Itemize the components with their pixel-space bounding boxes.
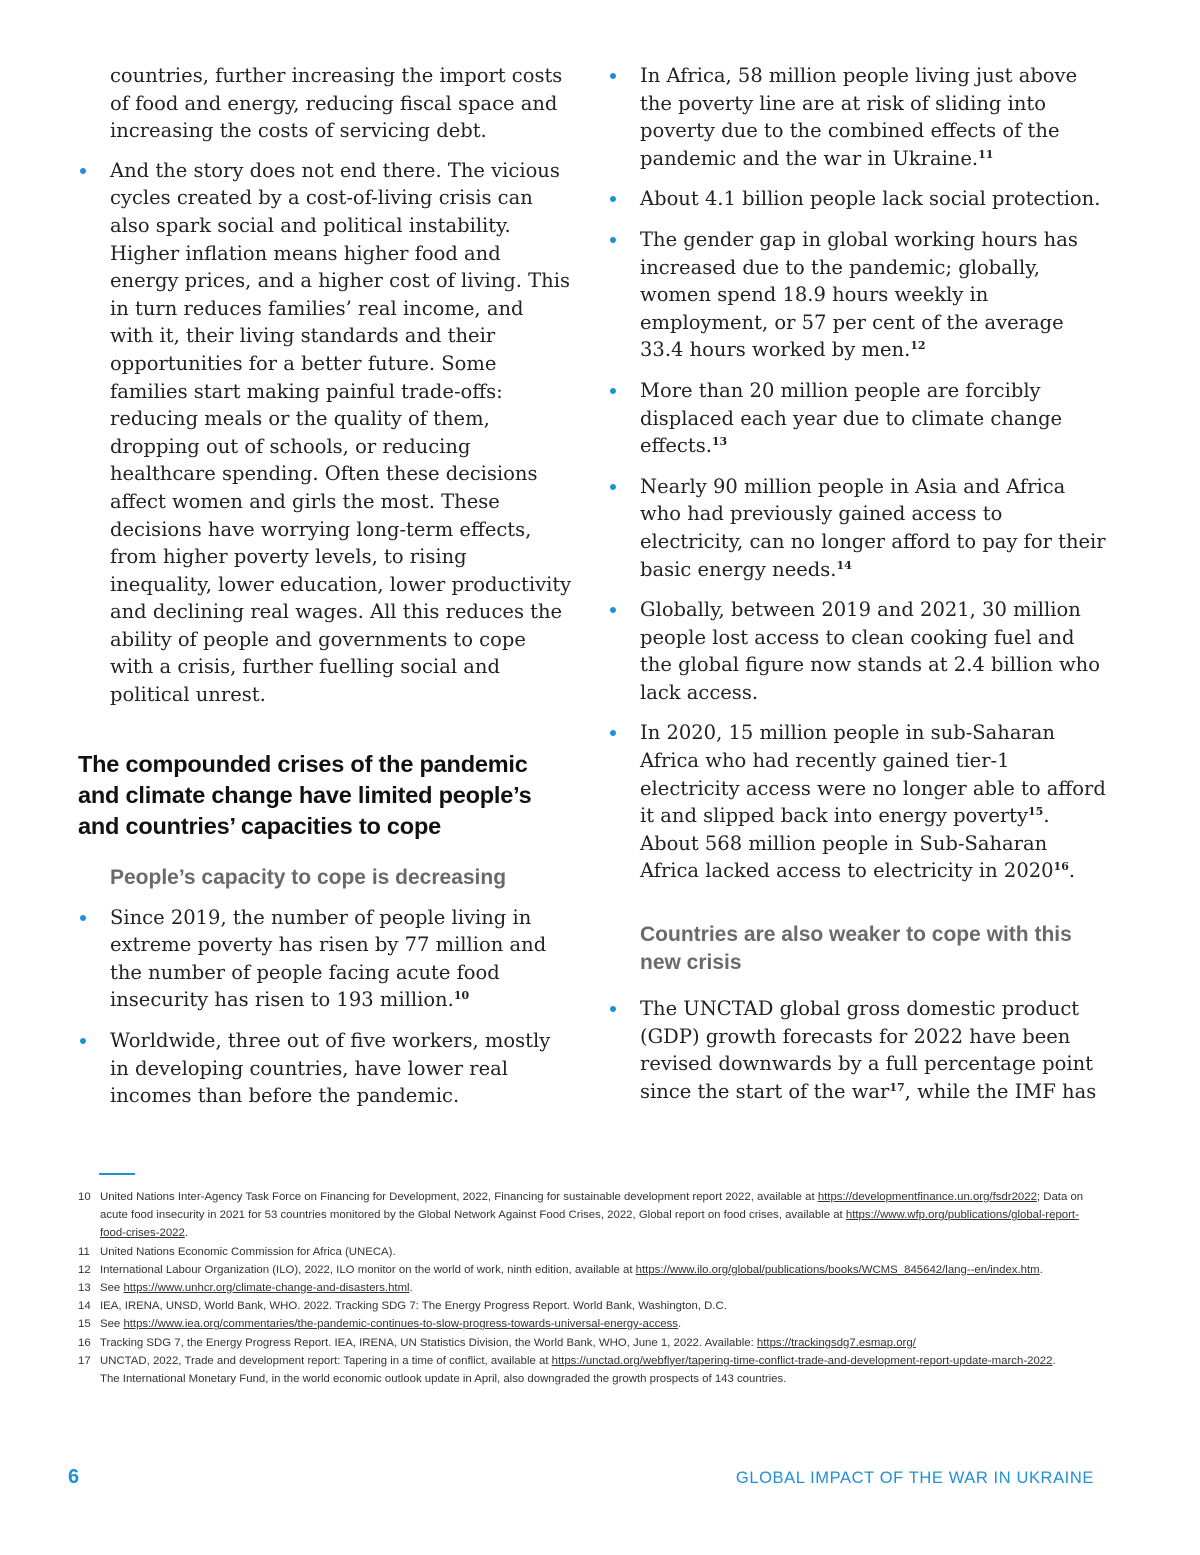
footnote-number: 15	[78, 1318, 91, 1331]
footnote-text: Tracking SDG 7, the Energy Progress Report. IEA, IRENA, UN Statistics Division, the World Bank, WHO, June 1, 2022. Available:	[100, 1336, 757, 1349]
footnote-11	[78, 1243, 1098, 1261]
section-heading: The compounded crises of the pandemic and climate change have limited people’s and countries’ capacities to cope	[78, 750, 532, 839]
footnote-rule	[99, 1173, 135, 1175]
bullet-africa-poverty	[608, 62, 1106, 172]
footnote-number: 16	[78, 1336, 91, 1349]
footnote-link[interactable]: https://www.wfp.org/publications/global-report-food-crises-2022	[100, 1209, 1079, 1240]
subheading-people-capacity: People’s capacity to cope is decreasing	[110, 865, 507, 889]
footnote-text: See	[100, 1282, 124, 1295]
footnote-10	[78, 1188, 1098, 1243]
footnote-text: .	[678, 1318, 682, 1331]
footnote-ref[interactable]: 13	[711, 435, 728, 449]
footnote-link[interactable]: https://www.ilo.org/global/publications/books/WCMS_845642/lang--en/index.htm	[635, 1263, 1040, 1276]
bullet-cost-of-living: And the story does not end there. The vicious cycles created by a cost-of-living crisis can also spark social and political instability. Higher inflation means higher food and energy prices, and a higher cost of living. This in turn reduces families’ real income, and with it, their living standards and their opportunities for a better future. Some families start making painful trade-offs: reducing meals or the quality of them, dropping out of schools, or reducing healthcare spending. Often these decisions affect women and girls the most. These decisions have worrying long-term effects, from higher poverty levels, to rising inequality, lower education, lower productivity and declining real wages. All this reduces the ability of people and governments to cope with a crisis, further fuelling social and political unrest.	[78, 157, 573, 709]
footnote-15	[78, 1315, 1098, 1333]
bullet-text: In 2020, 15 million people in sub-Saharan Africa who had recently gained tier-1 electricity access were no longer able to afford it and slipped back into energy poverty	[640, 721, 1106, 828]
footnote-14	[78, 1297, 1098, 1315]
footnote-text: International Labour Organization (ILO), 2022, ILO monitor on the world of work, ninth edition, available at	[100, 1263, 636, 1276]
subheading-countries-weaker: Countries are also weaker to cope with this new crisis	[640, 923, 1072, 975]
footnote-link[interactable]: https://trackingsdg7.esmap.org/	[756, 1336, 916, 1349]
footnote-number: 14	[78, 1300, 91, 1313]
bullet-text: .	[1068, 859, 1076, 883]
footnote-13	[78, 1279, 1098, 1297]
footnote-text: ; Data on acute food insecurity in 2021 for 53 countries monitored by the Global Network Against Food Crises, 2022, Global report on food crises, available at	[100, 1191, 1084, 1222]
footnote-link[interactable]: https://developmentfinance.un.org/fsdr2022	[817, 1191, 1037, 1203]
footnote-ref[interactable]: 11	[978, 147, 994, 161]
bullet-text: Worldwide, three out of five workers, mostly in developing countries, have lower real incomes than before the pandemic.	[110, 1029, 551, 1108]
footnote-17-continuation: The International Monetary Fund, in the world economic outlook update in April, also downgraded the growth prospects of 143 countries.	[100, 1373, 787, 1386]
bullet-energy-poverty	[608, 719, 1106, 885]
footnote-text: .	[1039, 1263, 1043, 1276]
bullet-text: In Africa, 58 million people living just above the poverty line are at risk of sliding into poverty due to the combined effects of the pandemic and the war in Ukraine.	[640, 64, 1078, 170]
footnote-text: UNCTAD, 2022, Trade and development report: Tapering in a time of conflict, available at	[100, 1354, 552, 1367]
bullet-text: Since 2019, the number of people living in extreme poverty has risen by 77 million and the number of people facing acute food insecurity has risen to 193 million.	[110, 905, 547, 1012]
footnote-number: 13	[78, 1282, 91, 1295]
footnote-text: .	[409, 1282, 413, 1295]
footnote-16	[78, 1334, 1098, 1352]
running-title: GLOBAL IMPACT OF THE WAR IN UKRAINE	[735, 1469, 1094, 1487]
bullet-social-protection	[608, 185, 1106, 213]
footnote-text: United Nations Inter-Agency Task Force on Financing for Development, 2022, Financing for sustainable development report 2022, available at	[100, 1191, 818, 1203]
right-column	[608, 62, 1106, 1118]
bullet-gender-gap	[608, 226, 1106, 364]
bullet-text: The gender gap in global working hours has increased due to the pandemic; globally, women spend 18.9 hours weekly in employment, or 57 per cent of the average 33.4 hours worked by men.	[640, 227, 1078, 362]
footnotes	[78, 1188, 1098, 1388]
bullet-text: Globally, between 2019 and 2021, 30 million people lost access to clean cooking fuel and the global figure now stands at 2.4 billion who lack access.	[640, 598, 1100, 704]
footnote-number: 11	[78, 1245, 90, 1258]
bullet-text: The UNCTAD global gross domestic product (GDP) growth forecasts for 2022 have been revised downwards by a full percentage point since the start of the war	[640, 997, 1094, 1103]
bullet-text: . About 568 million people in Sub-Saharan Africa lacked access to electricity in 2020	[640, 804, 1054, 883]
bullet-workers-incomes	[78, 1027, 573, 1110]
footnote-text: .	[1052, 1354, 1056, 1367]
bullet-cooking-fuel	[608, 596, 1106, 706]
footnote-text: IEA, IRENA, UNSD, World Bank, WHO. 2022. Tracking SDG 7: The Energy Progress Report. World Bank, Washington, D.C.	[100, 1300, 727, 1313]
footnote-link[interactable]: https://www.unhcr.org/climate-change-and-disasters.html	[123, 1282, 410, 1295]
footnote-link[interactable]: https://www.iea.org/commentaries/the-pandemic-continues-to-slow-progress-towards-universal-energy-access	[123, 1318, 679, 1331]
footnote-ref[interactable]: 15	[1028, 805, 1044, 819]
bullet-electricity-access	[608, 473, 1106, 583]
footnote-ref[interactable]: 17	[889, 1080, 905, 1094]
footnote-text: See	[100, 1318, 124, 1331]
footnote-number: 12	[78, 1263, 91, 1276]
footnote-text: .	[184, 1227, 189, 1240]
footnote-ref[interactable]: 16	[1053, 860, 1069, 874]
footnote-12	[78, 1261, 1098, 1279]
footnote-ref[interactable]: 10	[453, 989, 470, 1003]
footnote-17	[78, 1352, 1098, 1370]
footnote-ref[interactable]: 14	[836, 558, 852, 572]
bullet-text: About 4.1 billion people lack social protection.	[640, 187, 1101, 211]
bullet-text: Nearly 90 million people in Asia and Africa who had previously gained access to electricity, can no longer afford to pay for their basic energy needs.	[640, 474, 1106, 581]
continuation-paragraph: countries, further increasing the import costs of food and energy, reducing fiscal space and increasing the costs of servicing debt.	[110, 64, 563, 143]
page-number: 6	[68, 1466, 80, 1488]
footnote-number: 10	[78, 1191, 91, 1203]
bullet-text: , while the IMF has	[904, 1079, 1097, 1103]
footnote-text: United Nations Economic Commission for Africa (UNECA).	[100, 1245, 396, 1258]
footnote-number: 17	[78, 1354, 91, 1367]
bullet-displacement	[608, 377, 1106, 460]
left-column	[78, 62, 573, 1123]
bullet-text: More than 20 million people are forcibly displaced each year due to climate change effects.	[640, 378, 1063, 458]
footnote-ref[interactable]: 12	[910, 339, 926, 353]
bullet-gdp-forecast	[608, 995, 1106, 1105]
bullet-extreme-poverty	[78, 904, 573, 1014]
footnote-link[interactable]: https://unctad.org/webflyer/tapering-time-conflict-trade-and-development-report-update-march-2022	[551, 1354, 1053, 1367]
